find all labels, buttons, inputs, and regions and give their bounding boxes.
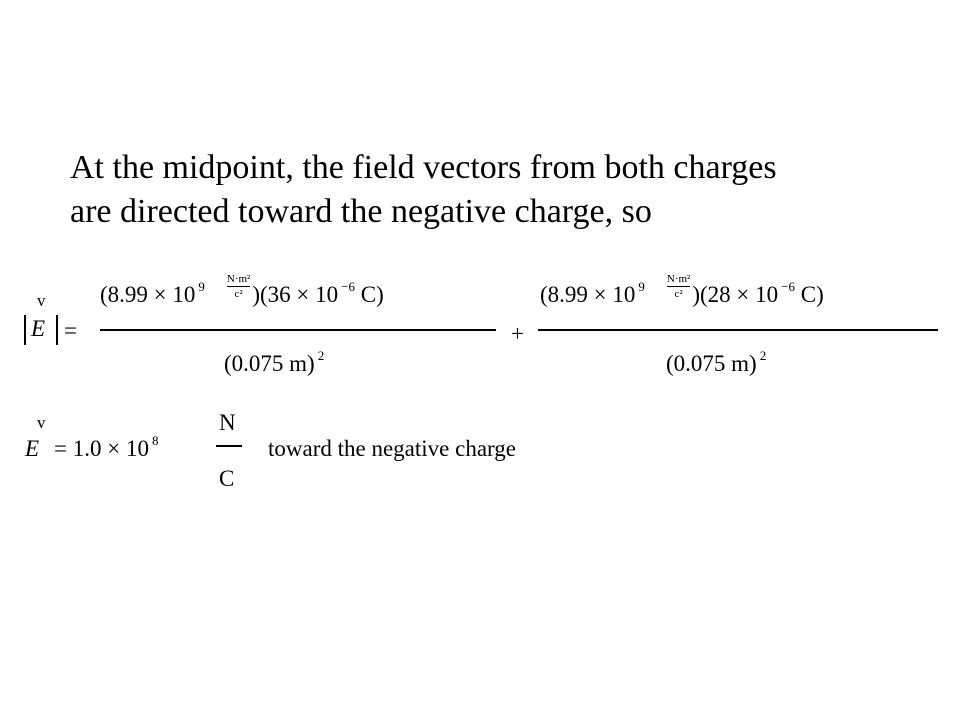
result-direction: toward the negative charge [268, 436, 516, 461]
exponent: 9 [198, 279, 205, 294]
equals-sign: = [64, 318, 77, 343]
field-symbol: E [31, 316, 46, 341]
exponent: 9 [638, 279, 645, 294]
charge-unit: C) [795, 282, 824, 307]
vector-mark: v [37, 291, 46, 310]
unit-fraction: $\frac{\text{N·m²}}{\text{c²}}$ [226, 273, 251, 300]
abs-bar-left [24, 315, 26, 345]
exponent: 2 [317, 348, 325, 363]
intro-line-2: are directed toward the negative charge, so [70, 193, 652, 230]
term2-denominator [666, 348, 767, 380]
intro-line-1: At the midpoint, the field vectors from both charges [70, 149, 777, 186]
coulomb-constant: (8.99 × 10 [100, 282, 196, 307]
result-value: = 1.0 × 10 $^8$ [54, 433, 159, 461]
field-symbol: E [25, 436, 40, 461]
charge-unit: C) [355, 282, 384, 307]
unit-denominator: C [219, 466, 235, 491]
exponent: −6 [341, 279, 355, 294]
abs-bar-right [56, 315, 58, 345]
term2-numerator [540, 273, 824, 311]
exponent: −6 [781, 279, 795, 294]
vector-mark: v [37, 413, 46, 432]
distance: (0.075 m) [224, 351, 315, 376]
plus-sign: + [511, 321, 524, 346]
exponent: 8 [151, 433, 159, 448]
fraction-bar-2 [538, 329, 938, 331]
distance: (0.075 m) [666, 351, 757, 376]
coulomb-constant: (8.99 × 10 [540, 282, 636, 307]
term1-numerator [100, 273, 384, 311]
charge-2: )(28 × 10 [692, 282, 779, 307]
unit-numerator: N [219, 410, 236, 435]
unit-fraction: $\frac{\text{N·m²}}{\text{c²}}$ [666, 273, 691, 300]
term1-denominator [224, 348, 325, 380]
charge-1: )(36 × 10 [252, 282, 339, 307]
unit-fraction-bar [216, 445, 242, 447]
fraction-bar-1 [100, 329, 496, 331]
exponent: 2 [759, 348, 767, 363]
